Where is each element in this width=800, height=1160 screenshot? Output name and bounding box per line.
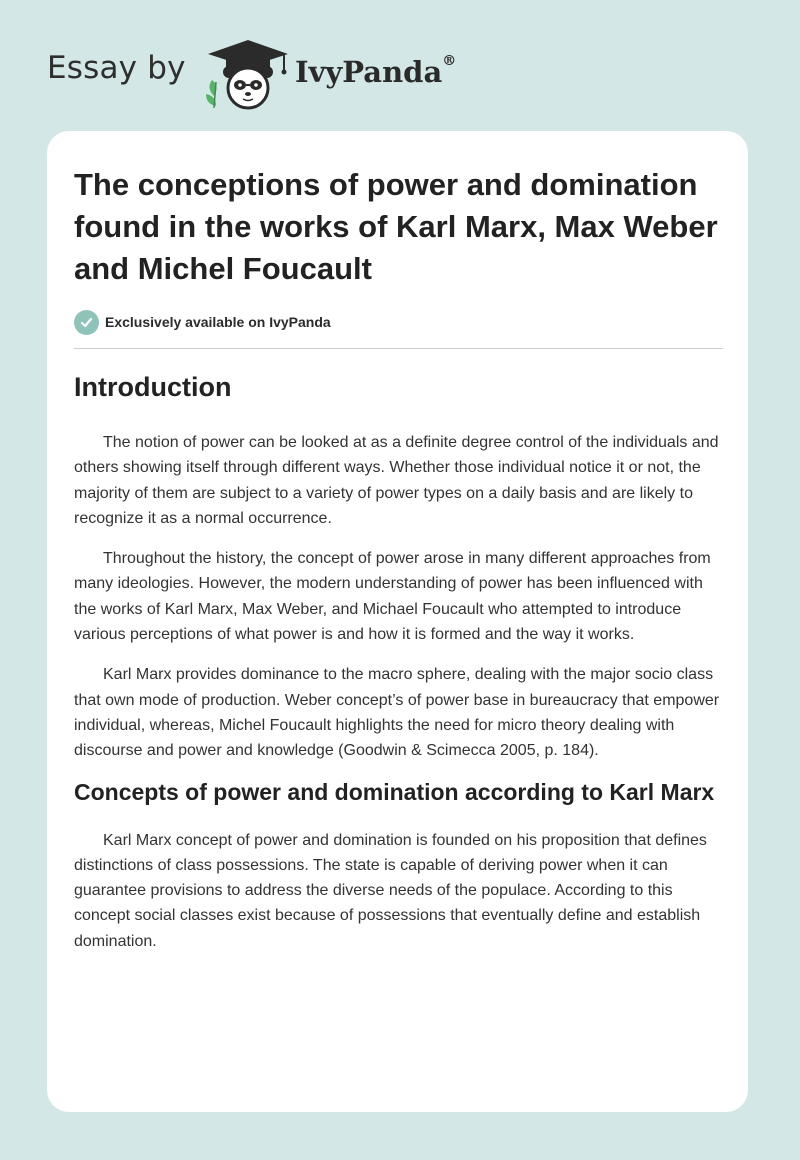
- paragraph: Karl Marx provides dominance to the macro sphere, dealing with the major socio class that own mode of production. Weber concept’s of power base in bureaucracy that empower individual, whereas, Michel Foucault highlights the need for micro theory dealing with discourse and power and knowledge (Goodwin & Scimecca 2005, p. 184).: [74, 666, 720, 760]
- exclusive-label: Exclusively available on IvyPanda: [105, 314, 331, 330]
- article-card: [47, 131, 748, 1112]
- exclusive-badge: [74, 309, 723, 335]
- paragraph: Throughout the history, the concept of power arose in many different approaches from many ideologies. However, the modern understanding of power has been influenced with the works of Karl Marx, Max Weber, and Michael Foucault who attempted to introduce various perceptions of what power is and how it is formed and the way it works.: [74, 550, 711, 644]
- divider: [74, 348, 723, 349]
- essay-by-label: Essay by: [47, 50, 186, 86]
- article-content: [74, 164, 723, 954]
- section-heading-marx: Concepts of power and domination according to Karl Marx: [74, 778, 715, 805]
- registered-mark: ®: [442, 53, 457, 69]
- brand-name-text: IvyPanda: [295, 55, 443, 89]
- site-header: [47, 36, 567, 116]
- section-heading-introduction: Introduction: [74, 372, 232, 402]
- article-title: The conceptions of power and domination found in the works of Karl Marx, Max Weber and Michel Foucault: [74, 167, 718, 286]
- check-icon: [74, 310, 99, 335]
- brand-name[interactable]: [295, 55, 456, 89]
- paragraph: Karl Marx concept of power and domination is founded on his proposition that defines distinctions of class possessions. The state is capable of deriving power when it can guarantee provisions to address the diverse needs of the populace. According to this concept social classes exist because of possessions that eventually define and establish domination.: [74, 831, 707, 950]
- panda-graduate-icon[interactable]: [200, 36, 292, 110]
- paragraph: The notion of power can be looked at as a definite degree control of the individuals and others showing itself through different ways. Whether those individual notice it or not, the majority of them are subject to a variety of power types on a daily basis and are likely to recognize it as a normal occurrence.: [74, 434, 719, 527]
